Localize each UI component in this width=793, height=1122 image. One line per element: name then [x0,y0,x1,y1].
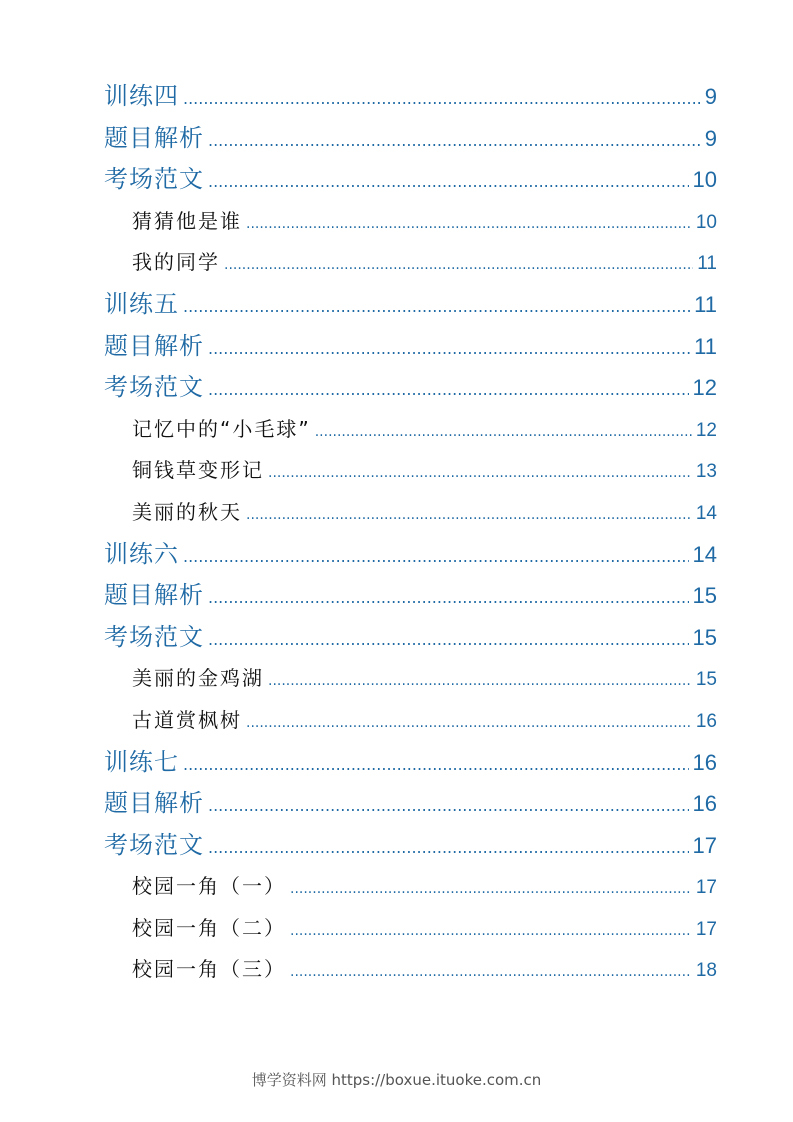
toc-entry-title: 猜猜他是谁 [132,208,242,233]
toc-page-number: 12 [692,375,717,401]
toc-entry-title: 古道赏枫树 [132,707,242,732]
toc-entry-title: 题目解析 [104,123,204,152]
toc-dot-leader [224,245,693,287]
toc-entry[interactable] [104,284,717,326]
toc-page-number: 13 [695,461,717,483]
toc-dot-leader [208,369,689,411]
toc-entry-title: 考场范文 [104,622,204,651]
toc-entry-title: 美丽的金鸡湖 [132,666,264,691]
toc-dot-leader [183,536,689,578]
toc-dot-leader [183,744,689,786]
toc-entry[interactable] [104,742,717,784]
toc-entry-title: 校园一角（一） [132,874,286,899]
toc-page-number: 9 [704,84,717,109]
toc-page-number: 17 [695,918,717,940]
toc-entry-title: 考场范文 [104,373,204,402]
toc-subentry[interactable] [104,949,717,991]
toc-entry-title: 训练四 [104,82,179,110]
toc-dot-leader [208,120,701,162]
toc-page-number: 17 [692,832,717,858]
toc-dot-leader [246,703,692,745]
toc-subentry[interactable] [104,908,717,950]
toc-entry-title: 题目解析 [104,581,204,610]
toc-dot-leader [290,952,692,994]
toc-entry-title: 校园一角（三） [132,957,286,982]
toc-dot-leader [208,827,689,869]
toc-dot-leader [208,619,689,661]
toc-page-number: 14 [695,502,717,524]
toc-page-number: 11 [697,253,717,275]
toc-entry-title: 题目解析 [104,789,204,818]
toc-subentry[interactable] [104,700,717,742]
toc-subentry[interactable] [104,658,717,700]
toc-dot-leader [246,495,692,537]
toc-page-number: 11 [694,291,717,317]
toc-entry[interactable] [104,575,717,617]
toc-entry-title: 题目解析 [104,331,204,360]
toc-entry[interactable] [104,118,717,160]
toc-dot-leader [208,161,689,203]
toc-entry-title: 考场范文 [104,165,204,194]
toc-entry[interactable] [104,159,717,201]
toc-page-number: 15 [695,669,717,691]
toc-dot-leader [183,286,690,328]
toc-entry-title: 记忆中的“小毛球” [132,416,311,441]
toc-dot-leader [290,911,692,953]
toc-subentry[interactable] [104,492,717,534]
toc-entry[interactable] [104,825,717,867]
toc-dot-leader [290,869,692,911]
toc-page-number: 15 [692,583,717,609]
toc-dot-leader [208,328,690,370]
page-footer: 博学资料网 https://boxue.ituoke.com.cn [251,1071,542,1089]
toc-page-number: 16 [692,791,717,817]
toc-entry[interactable] [104,617,717,659]
toc-entry-title: 校园一角（二） [132,915,286,940]
toc-page-number: 16 [692,749,717,775]
toc-page-number: 10 [695,211,717,233]
toc-entry-title: 训练五 [104,289,179,318]
toc-dot-leader [315,412,692,454]
toc-page-number: 10 [692,167,717,193]
toc-entry-title: 我的同学 [132,250,220,275]
toc-dot-leader [268,661,692,703]
toc-page-number: 17 [695,877,717,899]
toc-dot-leader [246,204,692,246]
toc-entry[interactable] [104,367,717,409]
toc-entry-title: 考场范文 [104,830,204,859]
toc-entry[interactable] [104,783,717,825]
toc-entry-title: 训练六 [104,539,179,568]
toc-page-number: 14 [692,541,717,567]
toc-subentry[interactable] [104,450,717,492]
toc-page-number: 16 [695,710,717,732]
toc-entry-title: 美丽的秋天 [132,499,242,524]
toc-dot-leader [268,453,692,495]
toc-subentry[interactable] [104,866,717,908]
toc-entry[interactable] [104,534,717,576]
toc-page-number: 9 [704,125,717,151]
toc-entry-title: 训练七 [104,747,179,776]
toc-entry[interactable] [104,326,717,368]
toc-page-number: 12 [695,419,717,441]
toc-page-number: 18 [695,960,717,982]
toc-page-number: 15 [692,624,717,650]
toc-dot-leader [208,577,689,619]
toc-dot-leader [208,785,689,827]
toc-entry[interactable] [104,76,717,118]
toc-subentry[interactable] [104,242,717,284]
toc-entry-title: 铜钱草变形记 [132,458,264,483]
table-of-contents [104,76,717,991]
toc-subentry[interactable] [104,201,717,243]
toc-dot-leader [183,78,701,120]
toc-subentry[interactable] [104,409,717,451]
toc-page-number: 11 [694,333,717,359]
